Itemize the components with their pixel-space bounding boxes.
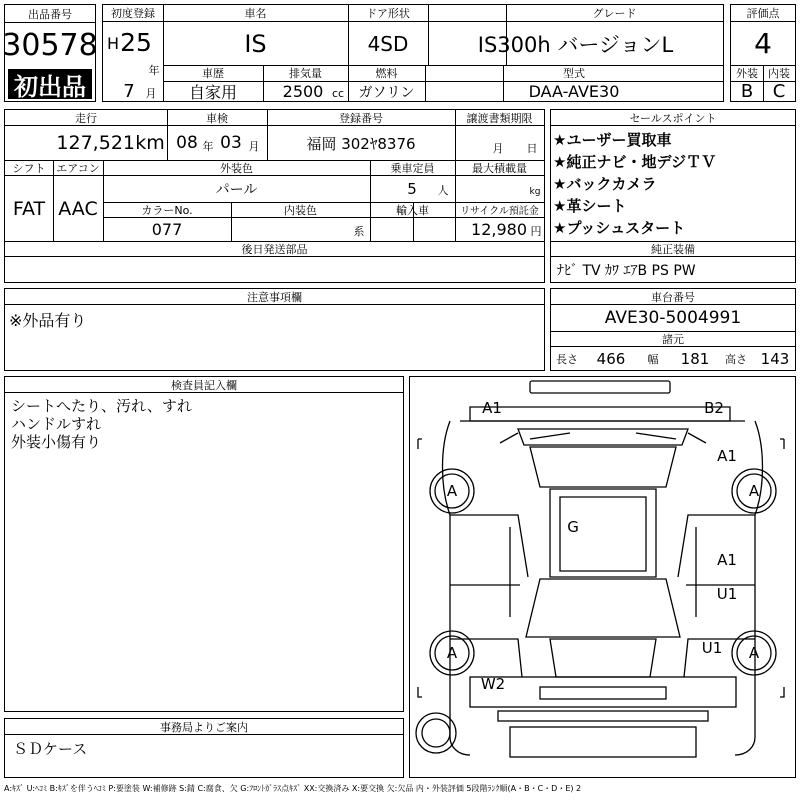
yen-unit: 円 — [530, 225, 542, 238]
damage-mark: U1 — [701, 639, 723, 657]
height-label: 高さ — [725, 353, 747, 366]
int-color-label: 内装色 — [284, 203, 317, 217]
reg-year: 25 — [120, 27, 152, 57]
sales-point-item: ★純正ナビ・地デジＴＶ — [553, 152, 717, 171]
length-value: 466 — [596, 350, 626, 368]
lot-number: 30578 — [2, 27, 98, 63]
ext-color: パール — [215, 182, 258, 198]
cc-unit: cc — [331, 86, 345, 100]
sales-point-item: ★ユーザー買取車 — [553, 130, 672, 149]
office-box — [4, 718, 404, 778]
sales-point-item: ★革シート — [553, 196, 627, 215]
door-type: 4SD — [367, 31, 409, 56]
sales-points-box — [550, 109, 796, 283]
reg-month: 7 — [123, 80, 135, 102]
inspector-box — [4, 376, 404, 712]
damage-mark: G — [567, 518, 579, 536]
damage-mark: A — [446, 482, 458, 500]
legend: A:ｷｽﾞ U:ﾍｺﾐ B:ｷｽﾞを伴うﾍｺﾐ P:要塗装 W:補修跡 S:錆 C:腐食、欠 G:ﾌﾛﾝﾄｶﾞﾗｽ点ｷｽﾞ XX:交換済み X:要交換 欠:欠品 内・外装評価 5段階ﾗﾝｸ順(A・B・C・D・E) 2 — [4, 783, 582, 793]
height-value: 143 — [760, 350, 790, 368]
history: 自家用 — [188, 83, 237, 102]
year-unit: 年 — [148, 64, 160, 77]
exterior-label: 外装 — [736, 67, 758, 80]
ac: AAC — [58, 197, 98, 220]
fuel-label: 燃料 — [375, 67, 398, 80]
car-name-label: 車名 — [244, 7, 267, 20]
caution-box — [4, 288, 545, 371]
month-unit: 月 — [145, 87, 157, 100]
damage-mark: A — [748, 482, 760, 500]
shift: FAT — [12, 197, 46, 220]
score-label: 評価点 — [746, 7, 780, 20]
capacity: 5 — [407, 180, 417, 198]
era: H — [106, 33, 120, 53]
width-label: 幅 — [647, 353, 659, 366]
grade: IS300h バージョンL — [477, 32, 674, 57]
reg-no: 福岡 302ﾔ8376 — [306, 134, 416, 153]
color-no: 077 — [151, 220, 183, 239]
interior-grade: C — [772, 81, 786, 102]
transfer-label: 譲渡書類期限 — [466, 111, 533, 125]
insp-month-unit: 月 — [248, 140, 260, 153]
caution-label: 注意事項欄 — [247, 290, 302, 304]
dims-label: 諸元 — [662, 332, 684, 346]
shift-label: シフト — [12, 161, 46, 175]
transfer-day-unit: 日 — [526, 142, 538, 155]
width-value: 181 — [680, 350, 710, 368]
color-no-label: カラーNo. — [141, 203, 193, 217]
car-diagram — [409, 376, 796, 778]
sales-point-item: ★プッシュスタート — [553, 218, 686, 237]
chassis-box — [550, 288, 796, 371]
car-name: IS — [244, 29, 267, 58]
damage-mark: U1 — [716, 585, 738, 603]
first-listing-badge: 初出品 — [8, 69, 92, 99]
later-parts-label: 後日発送部品 — [241, 242, 308, 256]
score: 4 — [754, 27, 772, 60]
load-unit: kg — [529, 187, 541, 197]
chassis-label: 車台番号 — [651, 290, 695, 304]
damage-mark: A1 — [717, 551, 737, 569]
ac-label: エアコン — [56, 161, 100, 175]
capacity-label: 乗車定員 — [390, 161, 435, 175]
load-label: 最大積載量 — [472, 161, 527, 175]
inspector-label: 検査員記入欄 — [171, 378, 237, 392]
interior-label: 内装 — [768, 67, 790, 80]
reg-no-label: 登録番号 — [339, 111, 383, 125]
equipment-value: ﾅﾋﾞ TV ｶﾜ ｴｱB PS PW — [557, 263, 696, 279]
damage-mark: A1 — [717, 447, 737, 465]
office-label: 事務局よりご案内 — [160, 720, 248, 734]
displacement: 2500 — [282, 82, 324, 101]
lot-box — [4, 4, 96, 102]
length-label: 長さ — [556, 353, 578, 366]
history-label: 車歴 — [202, 67, 224, 80]
sales-points-label: セールスポイント — [629, 111, 717, 125]
model-code: DAA-AVE30 — [528, 82, 620, 101]
chassis-number: AVE30-5004991 — [604, 308, 742, 328]
mileage: 127,521 — [56, 132, 135, 154]
first-reg-label: 初度登録 — [111, 7, 155, 20]
inspection-label: 車検 — [206, 111, 228, 125]
damage-mark: W2 — [480, 675, 506, 693]
equipment-label: 純正装備 — [651, 242, 695, 256]
import-label: 輸入車 — [396, 203, 429, 217]
recycle: 12,980 — [471, 220, 527, 239]
fuel: ガソリン — [358, 84, 415, 101]
header-main — [102, 4, 724, 102]
recycle-label: リサイクル預託金 — [460, 206, 539, 217]
damage-mark: A1 — [482, 399, 502, 417]
exterior-grade: B — [740, 81, 754, 102]
door-label: ドア形状 — [366, 7, 410, 20]
int-color-suffix: 系 — [353, 225, 365, 238]
transfer-month-unit: 月 — [492, 142, 504, 155]
sales-point-item: ★バックカメラ — [553, 174, 657, 193]
capacity-unit: 人 — [437, 184, 449, 197]
caution-text: ※外品有り — [9, 310, 87, 330]
inspector-line: シートへたり、汚れ、すれ — [11, 396, 192, 415]
insp-year: 08 — [176, 133, 198, 153]
displacement-label: 排気量 — [289, 67, 322, 80]
inspector-line: ハンドルすれ — [11, 414, 102, 433]
damage-mark: A — [748, 644, 760, 662]
score-box — [730, 4, 796, 102]
km-unit: km — [135, 132, 165, 154]
ext-color-label: 外装色 — [220, 161, 253, 175]
model-label: 型式 — [563, 67, 585, 80]
grade-label: グレード — [592, 7, 637, 20]
mileage-label: 走行 — [75, 111, 97, 125]
details-block — [4, 109, 545, 283]
insp-month: 03 — [220, 133, 242, 153]
office-text: ＳＤケース — [13, 739, 88, 758]
lot-label: 出品番号 — [28, 7, 72, 21]
insp-year-unit: 年 — [202, 140, 214, 153]
car-outline-drawing — [410, 377, 795, 777]
damage-mark: B2 — [704, 399, 724, 417]
damage-mark: A — [446, 644, 458, 662]
inspector-line: 外装小傷有り — [11, 432, 102, 451]
